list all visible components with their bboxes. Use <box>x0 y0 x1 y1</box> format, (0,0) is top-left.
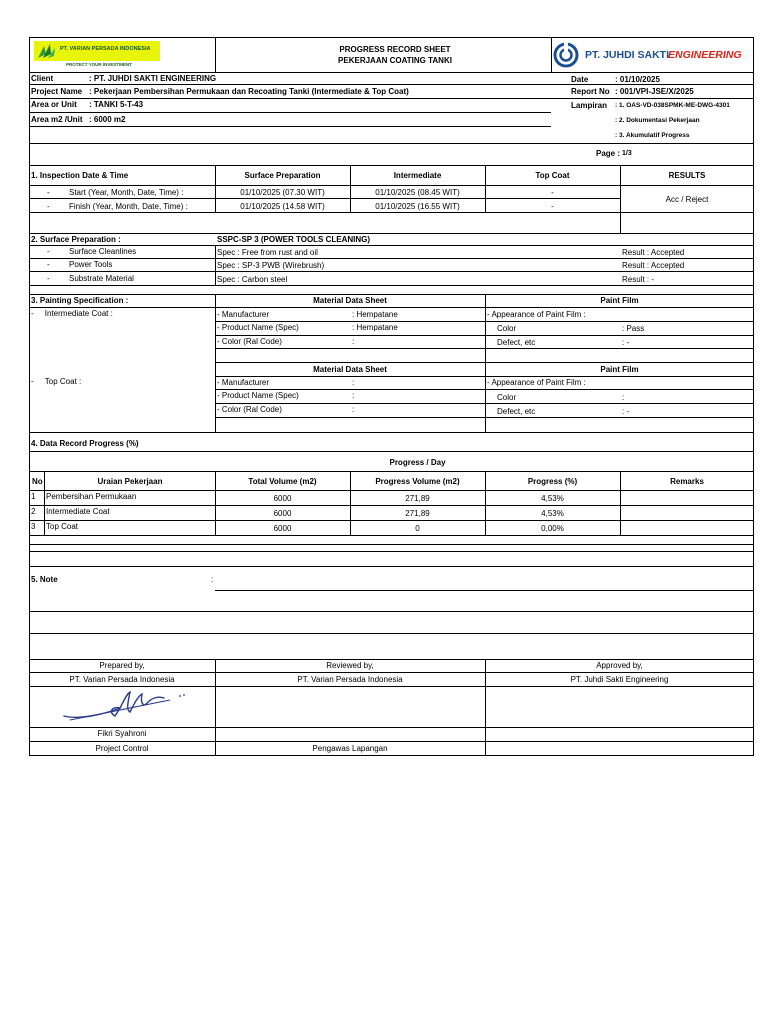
topcoat-manufacturer-label: - Manufacturer <box>217 378 270 387</box>
date-value: : 01/10/2025 <box>615 75 660 84</box>
intermediate-coat-label: - Intermediate Coat : <box>31 309 113 318</box>
progress-row-percent: 0,00% <box>541 524 564 533</box>
sp-result: Result : Accepted <box>622 248 685 257</box>
progress-row-volume: 0 <box>415 524 420 533</box>
surface-prep-title: 2. Surface Preparation : <box>31 235 121 244</box>
approved-company: PT. Juhdi Sakti Engineering <box>570 675 669 684</box>
project-label: Project Name <box>31 87 83 96</box>
finish-label: Finish (Year, Month, Date, Time) : <box>69 202 188 211</box>
intermediate-color-label: - Color (Ral Code) <box>217 337 282 346</box>
col-results: RESULTS <box>668 171 706 180</box>
sp-dash: - <box>47 274 50 283</box>
client-label: Client <box>31 74 54 83</box>
start-surface: 01/10/2025 (07.30 WIT) <box>240 188 325 197</box>
lampiran-item: : 1. OAS-VD-038SPMK-ME-DWG-4301 <box>615 102 730 109</box>
surface-prep-standard: SSPC-SP 3 (POWER TOOLS CLEANING) <box>217 235 371 244</box>
report-value: : 001/VPI-JSE/X/2025 <box>615 87 694 96</box>
finish-intermediate: 01/10/2025 (16.55 WIT) <box>375 202 460 211</box>
varian-logo-name: PT. VARIAN PERSADA INDONESIA <box>60 46 151 52</box>
intermediate-manufacturer-value: : Hempatane <box>352 310 398 319</box>
page-value: 1/3 <box>622 150 632 157</box>
progress-col-percent: Progress (%) <box>527 477 578 486</box>
sp-result: Result : Accepted <box>622 261 685 270</box>
juhdi-logo-prefix: PT. JUHDI SAKTI <box>585 49 670 61</box>
progress-row-volume: 271,89 <box>405 494 430 503</box>
sheet-title: PROGRESS RECORD SHEET <box>339 45 451 54</box>
start-topcoat: - <box>551 188 554 197</box>
sp-spec: Spec : Free from rust and oil <box>217 248 318 257</box>
finish-dash: - <box>47 202 50 211</box>
col-intermediate: Intermediate <box>393 171 442 180</box>
area-value: : TANKI 5-T-43 <box>89 100 144 109</box>
reviewed-by-label: Reviewed by, <box>326 661 374 670</box>
topcoat-appearance-label: - Appearance of Paint Film : <box>487 378 586 387</box>
topcoat-defect-value: : - <box>622 407 630 416</box>
intermediate-product-value: : Hempatane <box>352 323 398 332</box>
progress-row-uraian: Intermediate Coat <box>46 507 110 516</box>
client-value: : PT. JUHDI SAKTI ENGINEERING <box>89 74 217 83</box>
progress-row-uraian: Top Coat <box>46 522 79 531</box>
sp-spec: Spec : Carbon steel <box>217 275 288 284</box>
progress-row-no: 3 <box>31 522 36 531</box>
progress-col-no: No <box>32 477 43 486</box>
topcoat-label: - Top Coat : <box>31 377 82 386</box>
leaf-icon <box>36 42 58 60</box>
intermediate-manufacturer-label: - Manufacturer <box>217 310 270 319</box>
signature-image <box>60 686 190 726</box>
start-intermediate: 01/10/2025 (08.45 WIT) <box>375 188 460 197</box>
area-label: Area or Unit <box>31 100 77 109</box>
intermediate-film-color-value: : Pass <box>622 324 645 333</box>
topcoat-color-label: - Color (Ral Code) <box>217 405 282 414</box>
progress-row-total: 6000 <box>273 494 292 503</box>
finish-topcoat: - <box>551 202 554 211</box>
sp-label: Power Tools <box>69 260 113 269</box>
intermediate-appearance-label: - Appearance of Paint Film : <box>487 310 586 319</box>
prepared-by-label: Prepared by, <box>99 661 145 670</box>
reviewed-company: PT. Varian Persada Indonesia <box>297 675 403 684</box>
jse-ring-icon <box>553 42 579 68</box>
note-title: 5. Note <box>31 575 58 584</box>
topcoat-product-label: - Product Name (Spec) <box>217 391 299 400</box>
progress-row-no: 2 <box>31 507 36 516</box>
page-label: Page : <box>596 149 621 158</box>
area-m2-label: Area m2 /Unit <box>31 115 83 124</box>
sp-dash: - <box>47 247 50 256</box>
area-m2-value: : 6000 m2 <box>89 115 126 124</box>
date-label: Date <box>571 75 589 84</box>
progress-col-remarks: Remarks <box>670 477 704 486</box>
report-label: Report No <box>571 87 610 96</box>
form-frame <box>29 37 754 756</box>
sp-dash: - <box>47 260 50 269</box>
progress-row-percent: 4,53% <box>541 494 564 503</box>
topcoat-film-color-label: Color <box>497 393 517 402</box>
juhdi-logo <box>553 41 751 69</box>
intermediate-mds-header: Material Data Sheet <box>313 296 387 305</box>
sp-label: Substrate Material <box>69 274 134 283</box>
note-colon: : <box>211 575 214 584</box>
varian-logo-tagline: PROTECT YOUR INVESTMENT <box>66 62 132 67</box>
intermediate-color-value: : <box>352 337 355 346</box>
intermediate-film-color-label: Color <box>497 324 517 333</box>
progress-row-no: 1 <box>31 492 36 501</box>
progress-row-total: 6000 <box>273 509 292 518</box>
intermediate-defect-label: Defect, etc <box>497 338 536 347</box>
sheet-subtitle: PEKERJAAN COATING TANKI <box>338 56 452 65</box>
col-top-coat: Top Coat <box>535 171 570 180</box>
topcoat-film-header: Paint Film <box>600 365 639 374</box>
topcoat-film-color-value: : <box>622 393 625 402</box>
painting-title: 3. Painting Specification : <box>31 296 129 305</box>
lampiran-item: : 2. Dokumentasi Pekerjaan <box>615 117 700 124</box>
progress-col-volume: Progress Volume (m2) <box>375 477 460 486</box>
topcoat-product-value: : <box>352 391 355 400</box>
progress-row-volume: 271,89 <box>405 509 430 518</box>
prepared-company: PT. Varian Persada Indonesia <box>69 675 175 684</box>
project-value: : Pekerjaan Pembersihan Permukaan dan Recoating Tanki (Intermediate & Top Coat) <box>89 87 409 96</box>
lampiran-item: : 3. Akumulatif Progress <box>615 132 690 139</box>
progress-col-total: Total Volume (m2) <box>248 477 317 486</box>
prepared-role: Project Control <box>95 744 149 753</box>
progress-row-percent: 4,53% <box>541 509 564 518</box>
topcoat-manufacturer-value: : <box>352 378 355 387</box>
start-label: Start (Year, Month, Date, Time) : <box>69 188 184 197</box>
start-dash: - <box>47 188 50 197</box>
sp-spec: Spec : SP-3 PWB (Wirebrush) <box>217 261 325 270</box>
sp-label: Surface Cleanlines <box>69 247 137 256</box>
lampiran-label: Lampiran <box>571 101 608 110</box>
finish-surface: 01/10/2025 (14.58 WIT) <box>240 202 325 211</box>
topcoat-color-value: : <box>352 405 355 414</box>
intermediate-film-header: Paint Film <box>600 296 639 305</box>
results-value: Acc / Reject <box>665 195 709 204</box>
topcoat-defect-label: Defect, etc <box>497 407 536 416</box>
progress-col-uraian: Uraian Pekerjaan <box>97 477 163 486</box>
varian-logo <box>34 41 160 61</box>
inspection-title: 1. Inspection Date & Time <box>31 171 129 180</box>
juhdi-logo-suffix: ENGINEERING <box>668 49 742 61</box>
approved-by-label: Approved by, <box>596 661 643 670</box>
reviewed-role: Pengawas Lapangan <box>312 744 388 753</box>
progress-row-total: 6000 <box>273 524 292 533</box>
progress-row-uraian: Pembersihan Permukaan <box>46 492 137 501</box>
progress-title: 4. Data Record Progress (%) <box>31 439 139 448</box>
col-surface-prep: Surface Preparation <box>244 171 321 180</box>
topcoat-mds-header: Material Data Sheet <box>313 365 387 374</box>
prepared-name: Fikri Syahroni <box>97 729 147 738</box>
intermediate-defect-value: : - <box>622 338 630 347</box>
sp-result: Result : - <box>622 275 655 284</box>
progress-subtitle: Progress / Day <box>389 458 446 467</box>
intermediate-product-label: - Product Name (Spec) <box>217 323 299 332</box>
